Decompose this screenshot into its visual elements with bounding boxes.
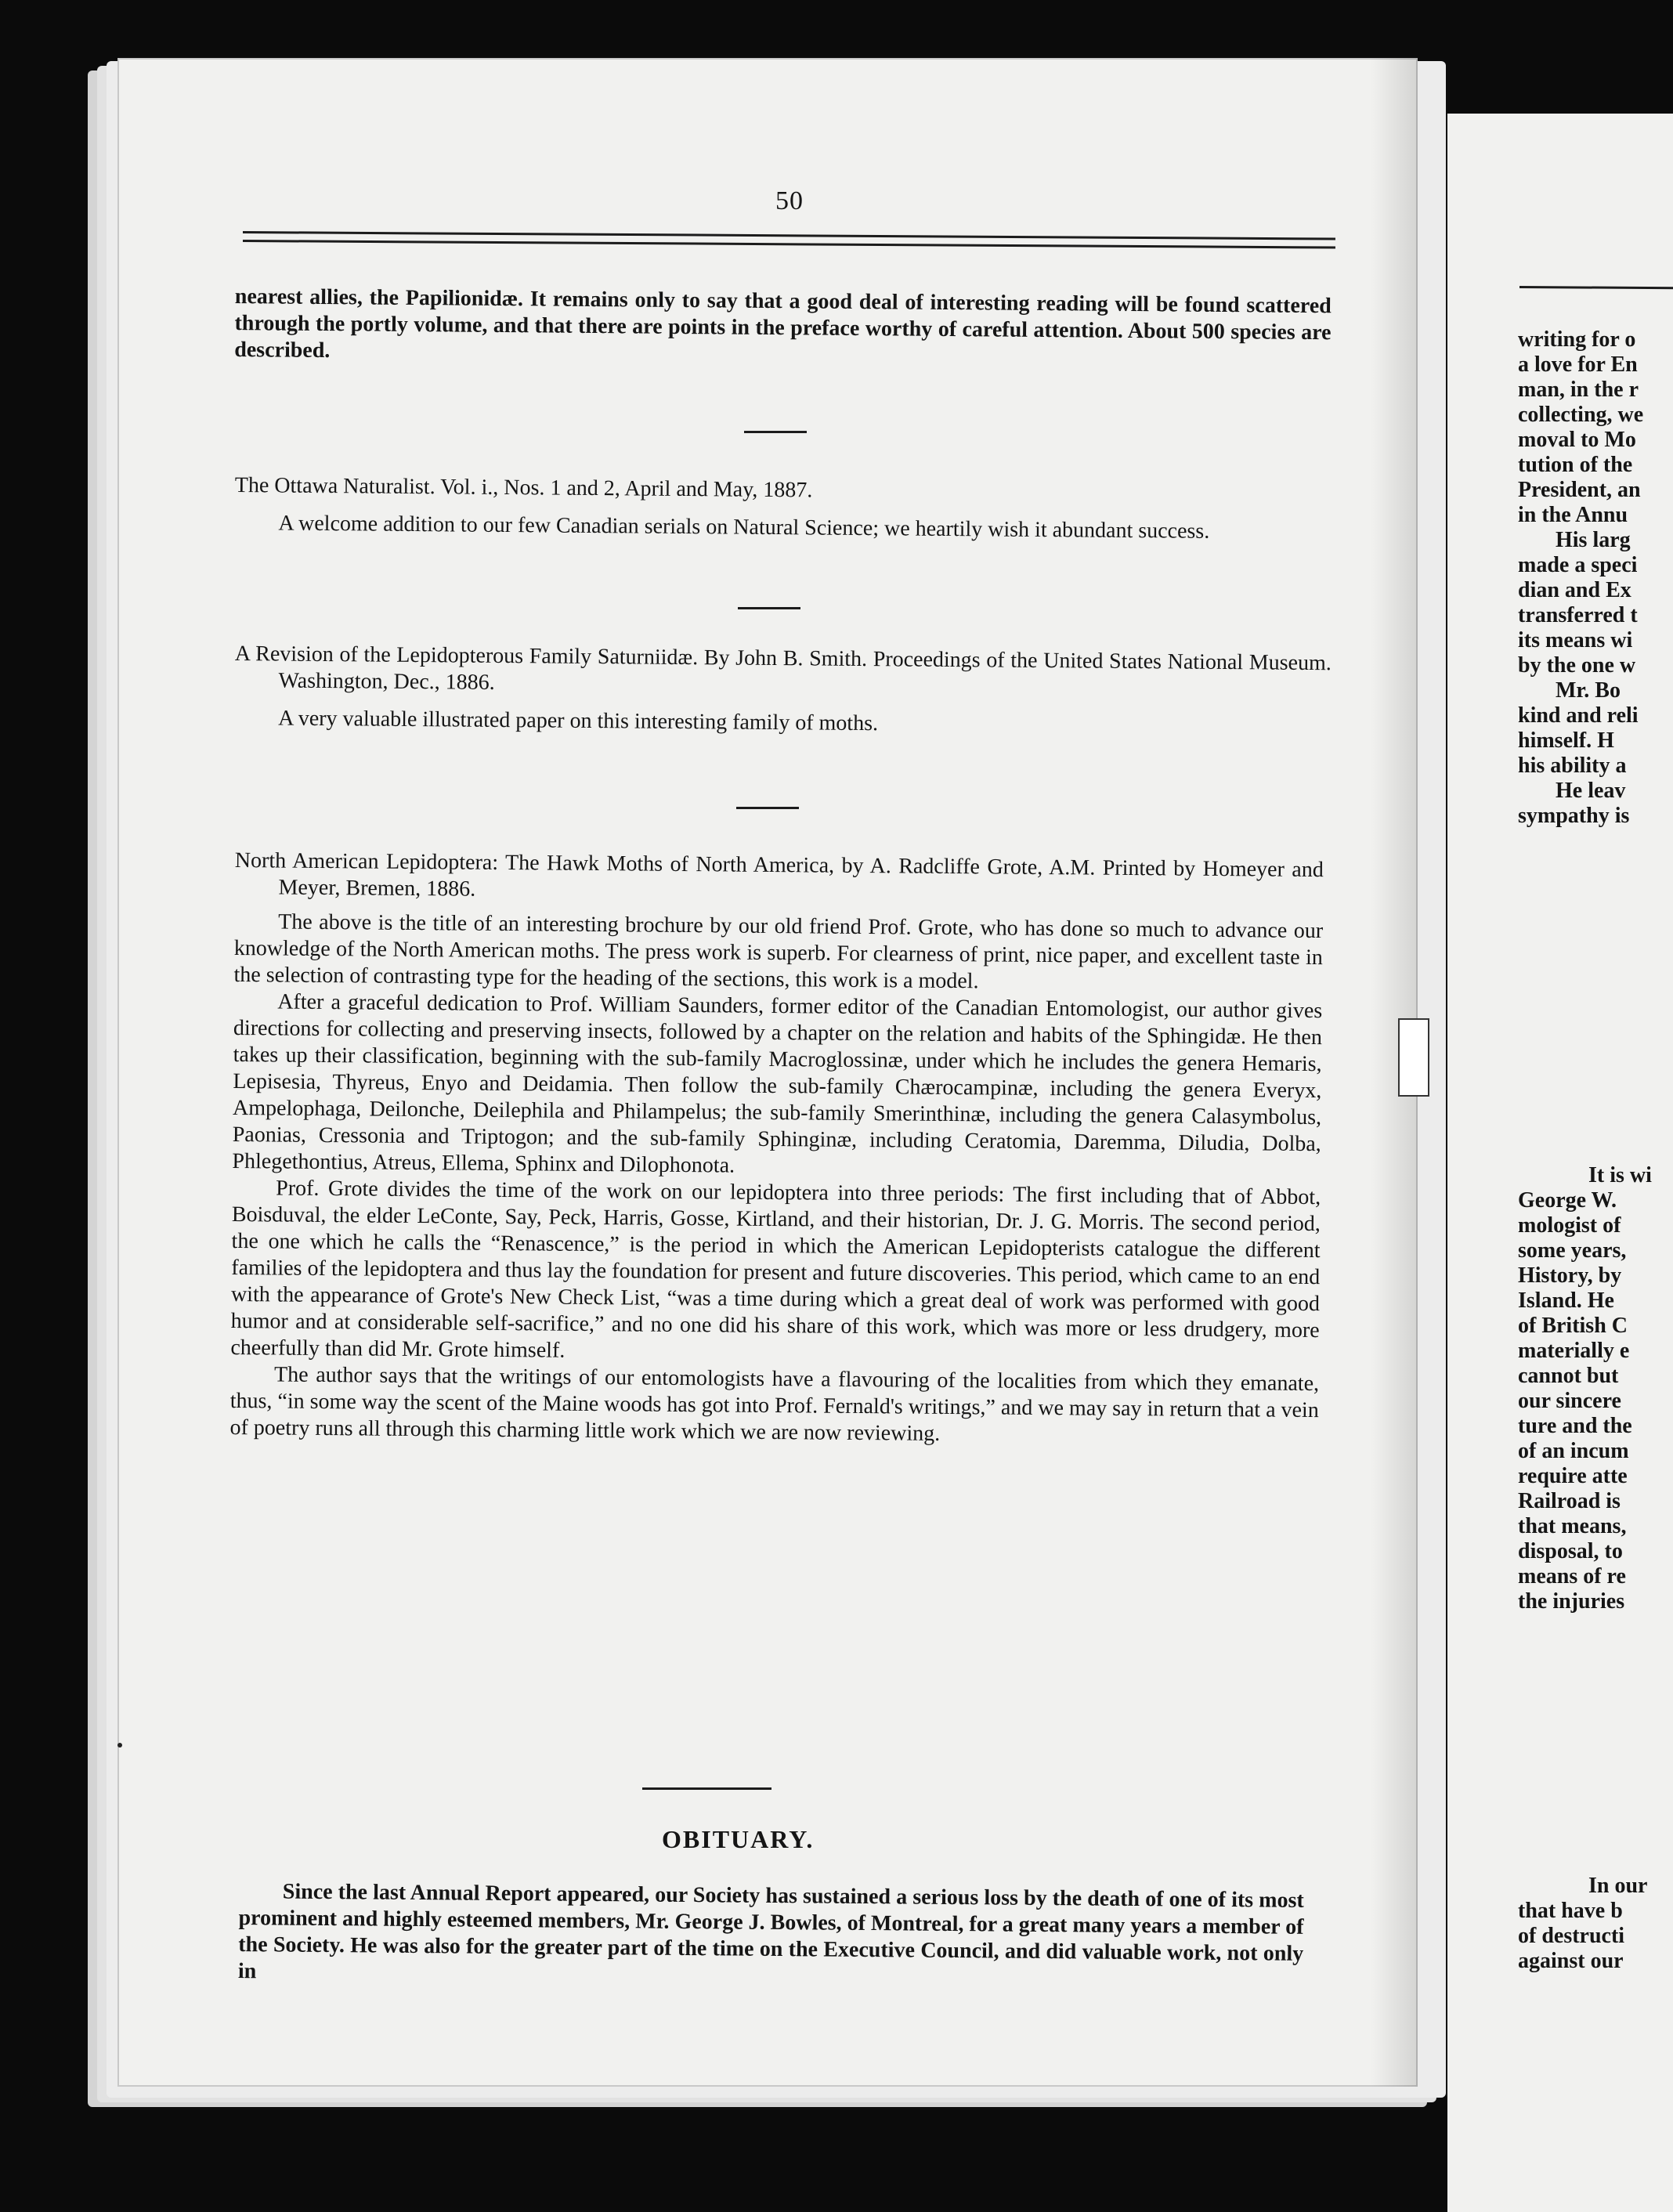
right-page-line: His larg <box>1556 528 1631 552</box>
right-page-line: disposal, to <box>1518 1539 1623 1563</box>
right-page-block-3 <box>1518 1874 1647 1974</box>
right-page-line: man, in the r <box>1518 378 1639 402</box>
section-divider-3 <box>736 807 799 809</box>
spine-tab <box>1398 1018 1429 1097</box>
review-paragraph: After a graceful dedication to Prof. William Saunders, former editor of the Canadian Entomologist, our author gives directions for collecting and preserving insects, followed by a chapter on the relation and habits of the Sphingidæ. He then takes up their classification, beginning with the sub-family Macroglossinæ, under which he includes the genera Hemaris, Lepisesia, Thyreus, Enyo and Deidamia. Then follow the sub-family Chærocampinæ, including the genera Everyx, Ampelophaga, Deilonche, Deilephila and Philampelus; the sub-family Smerinthinæ, including the genera Calasymbolus, Paonias, Cressonia and Triptogon; and the sub-family Sphinginæ, including Ceratomia, Daremma, Diludia, Dolba, Phlegethontius, Atreus, Ellema, Sphinx and Dilophonota. <box>232 989 1323 1178</box>
review-saturniidae <box>234 641 1332 741</box>
right-page-line: its means wi <box>1518 628 1633 652</box>
review-title: North American Lepidoptera: The Hawk Moths of North America, by A. Radcliffe Grote, A.M. Printed by Homeyer and Meyer, Bremen, 1886. <box>234 848 1324 902</box>
right-page-line: means of re <box>1518 1564 1626 1589</box>
review-paragraph: A welcome addition to our few Canadian serials on Natural Science; we heartily wish it abundant success. <box>278 511 1210 544</box>
review-hawk-moths <box>229 848 1324 1451</box>
section-divider-2 <box>738 607 800 609</box>
intro-paragraph: nearest allies, the Papilionidæ. It remains only to say that a good deal of interesting reading will be found scattered through the portly volume, and that there are points in the preface worthy of careful attention. About 500 species are described. <box>234 284 1332 363</box>
right-page-line: require atte <box>1518 1464 1628 1488</box>
review-paragraph: Prof. Grote divides the time of the work on our lepidoptera into three periods: The first including that of Abbot, Boisduval, the elder LeConte, Say, Peck, Harris, Gosse, Kirtland, and their historian, Dr. J. G. Morris. The second period, the one which he calls the “Renascence,” is the period in which the American Lepidopterists catalogue the different families of the lepidoptera and thus lay the foundation for present and future discoveries. This period, which came to an end with the appearance of Grote's New Check List, “was a time during which a great deal of work was performed with good humor and at considerable self-sacrifice,” and no one did his share of this work, which was more or less drudgery, more cheerfully than did Mr. Grote himself. <box>230 1176 1321 1363</box>
review-paragraph: The author says that the writings of our entomologists have a flavouring of the localities from which they emanate, thus, “in some way the scent of the Maine woods has got into Prof. Fernald's writings,” and we may say in return that a vein of poetry runs all through this charming little work which we are now reviewing. <box>229 1362 1320 1446</box>
right-page-line: collecting, we <box>1518 403 1644 427</box>
right-page-line: dian and Ex <box>1518 578 1631 602</box>
right-page-line: He leav <box>1556 779 1626 803</box>
right-page-block-1 <box>1518 327 1643 829</box>
right-page-line: President, an <box>1518 478 1641 502</box>
right-page-line: transferred t <box>1518 603 1638 627</box>
right-page-line: writing for o <box>1518 327 1636 352</box>
right-page-line: in the Annu <box>1518 503 1628 527</box>
review-ottawa-naturalist <box>234 472 1332 546</box>
right-page-line: made a speci <box>1518 553 1638 577</box>
review-paragraph: A very valuable illustrated paper on this interesting family of moths. <box>278 706 879 736</box>
right-page-line: In our <box>1588 1874 1648 1898</box>
section-divider-1 <box>744 431 807 433</box>
right-page-line: against our <box>1518 1949 1624 1973</box>
right-page-line: tution of the <box>1518 453 1633 477</box>
right-page-line: that have b <box>1518 1899 1623 1923</box>
review-title: A Revision of the Lepidopterous Family Saturniidæ. By John B. Smith. Proceedings of the United States National Museum. Washington, Dec., 1886. <box>234 641 1332 695</box>
right-page-line: his ability a <box>1518 754 1627 778</box>
right-page-line: kind and reli <box>1518 703 1639 728</box>
right-page-line: sympathy is <box>1518 804 1630 828</box>
right-page-line: George W. <box>1518 1188 1617 1213</box>
right-page-line: Mr. Bo <box>1556 678 1621 703</box>
right-page-line: moval to Mo <box>1518 428 1636 452</box>
right-page-line: materially e <box>1518 1339 1630 1363</box>
right-page-block-2 <box>1518 1163 1652 1614</box>
right-page-line: of British C <box>1518 1314 1628 1338</box>
right-page-line: of an incum <box>1518 1439 1629 1463</box>
right-page-line: that means, <box>1518 1514 1627 1538</box>
right-page-line: cannot but <box>1518 1364 1619 1388</box>
right-page-line: a love for En <box>1518 352 1638 377</box>
right-page-line: of destructi <box>1518 1924 1625 1948</box>
right-page-line: Railroad is <box>1518 1489 1621 1513</box>
right-page-line: History, by <box>1518 1263 1622 1288</box>
review-title: The Ottawa Naturalist. Vol. i., Nos. 1 and 2, April and May, 1887. <box>234 472 813 503</box>
right-page-line: some years, <box>1518 1238 1627 1263</box>
right-page-line: our sincere <box>1518 1389 1621 1413</box>
right-page-line: Island. He <box>1518 1289 1614 1313</box>
obituary-paragraph: Since the last Annual Report appeared, our Society has sustained a serious loss by the death of one of its most prominent and highly esteemed members, Mr. George J. Bowles, of Montreal, for a great many years a member of the Society. He was also for the greater part of the time on the Executive Council, and did valuable work, not only in <box>237 1879 1304 1984</box>
obituary-heading: OBITUARY. <box>662 1825 815 1853</box>
right-page-line: It is wi <box>1588 1163 1652 1187</box>
page-number: 50 <box>775 186 804 215</box>
right-page-line: mologist of <box>1518 1213 1621 1238</box>
right-page-line: by the one w <box>1518 653 1636 678</box>
margin-mark <box>117 1743 122 1748</box>
right-page-line: the injuries <box>1518 1589 1625 1614</box>
right-page-line: ture and the <box>1518 1414 1632 1438</box>
obituary-divider <box>642 1787 771 1790</box>
review-paragraph: The above is the title of an interesting brochure by our old friend Prof. Grote, who has done so much to advance our knowledge of the North American moths. The press work is superb. For clearness of print, nice paper, and excellent taste in the selection of contrasting type for the heading of the sections, this work is a model. <box>233 909 1324 994</box>
right-page-line: himself. H <box>1518 728 1614 753</box>
